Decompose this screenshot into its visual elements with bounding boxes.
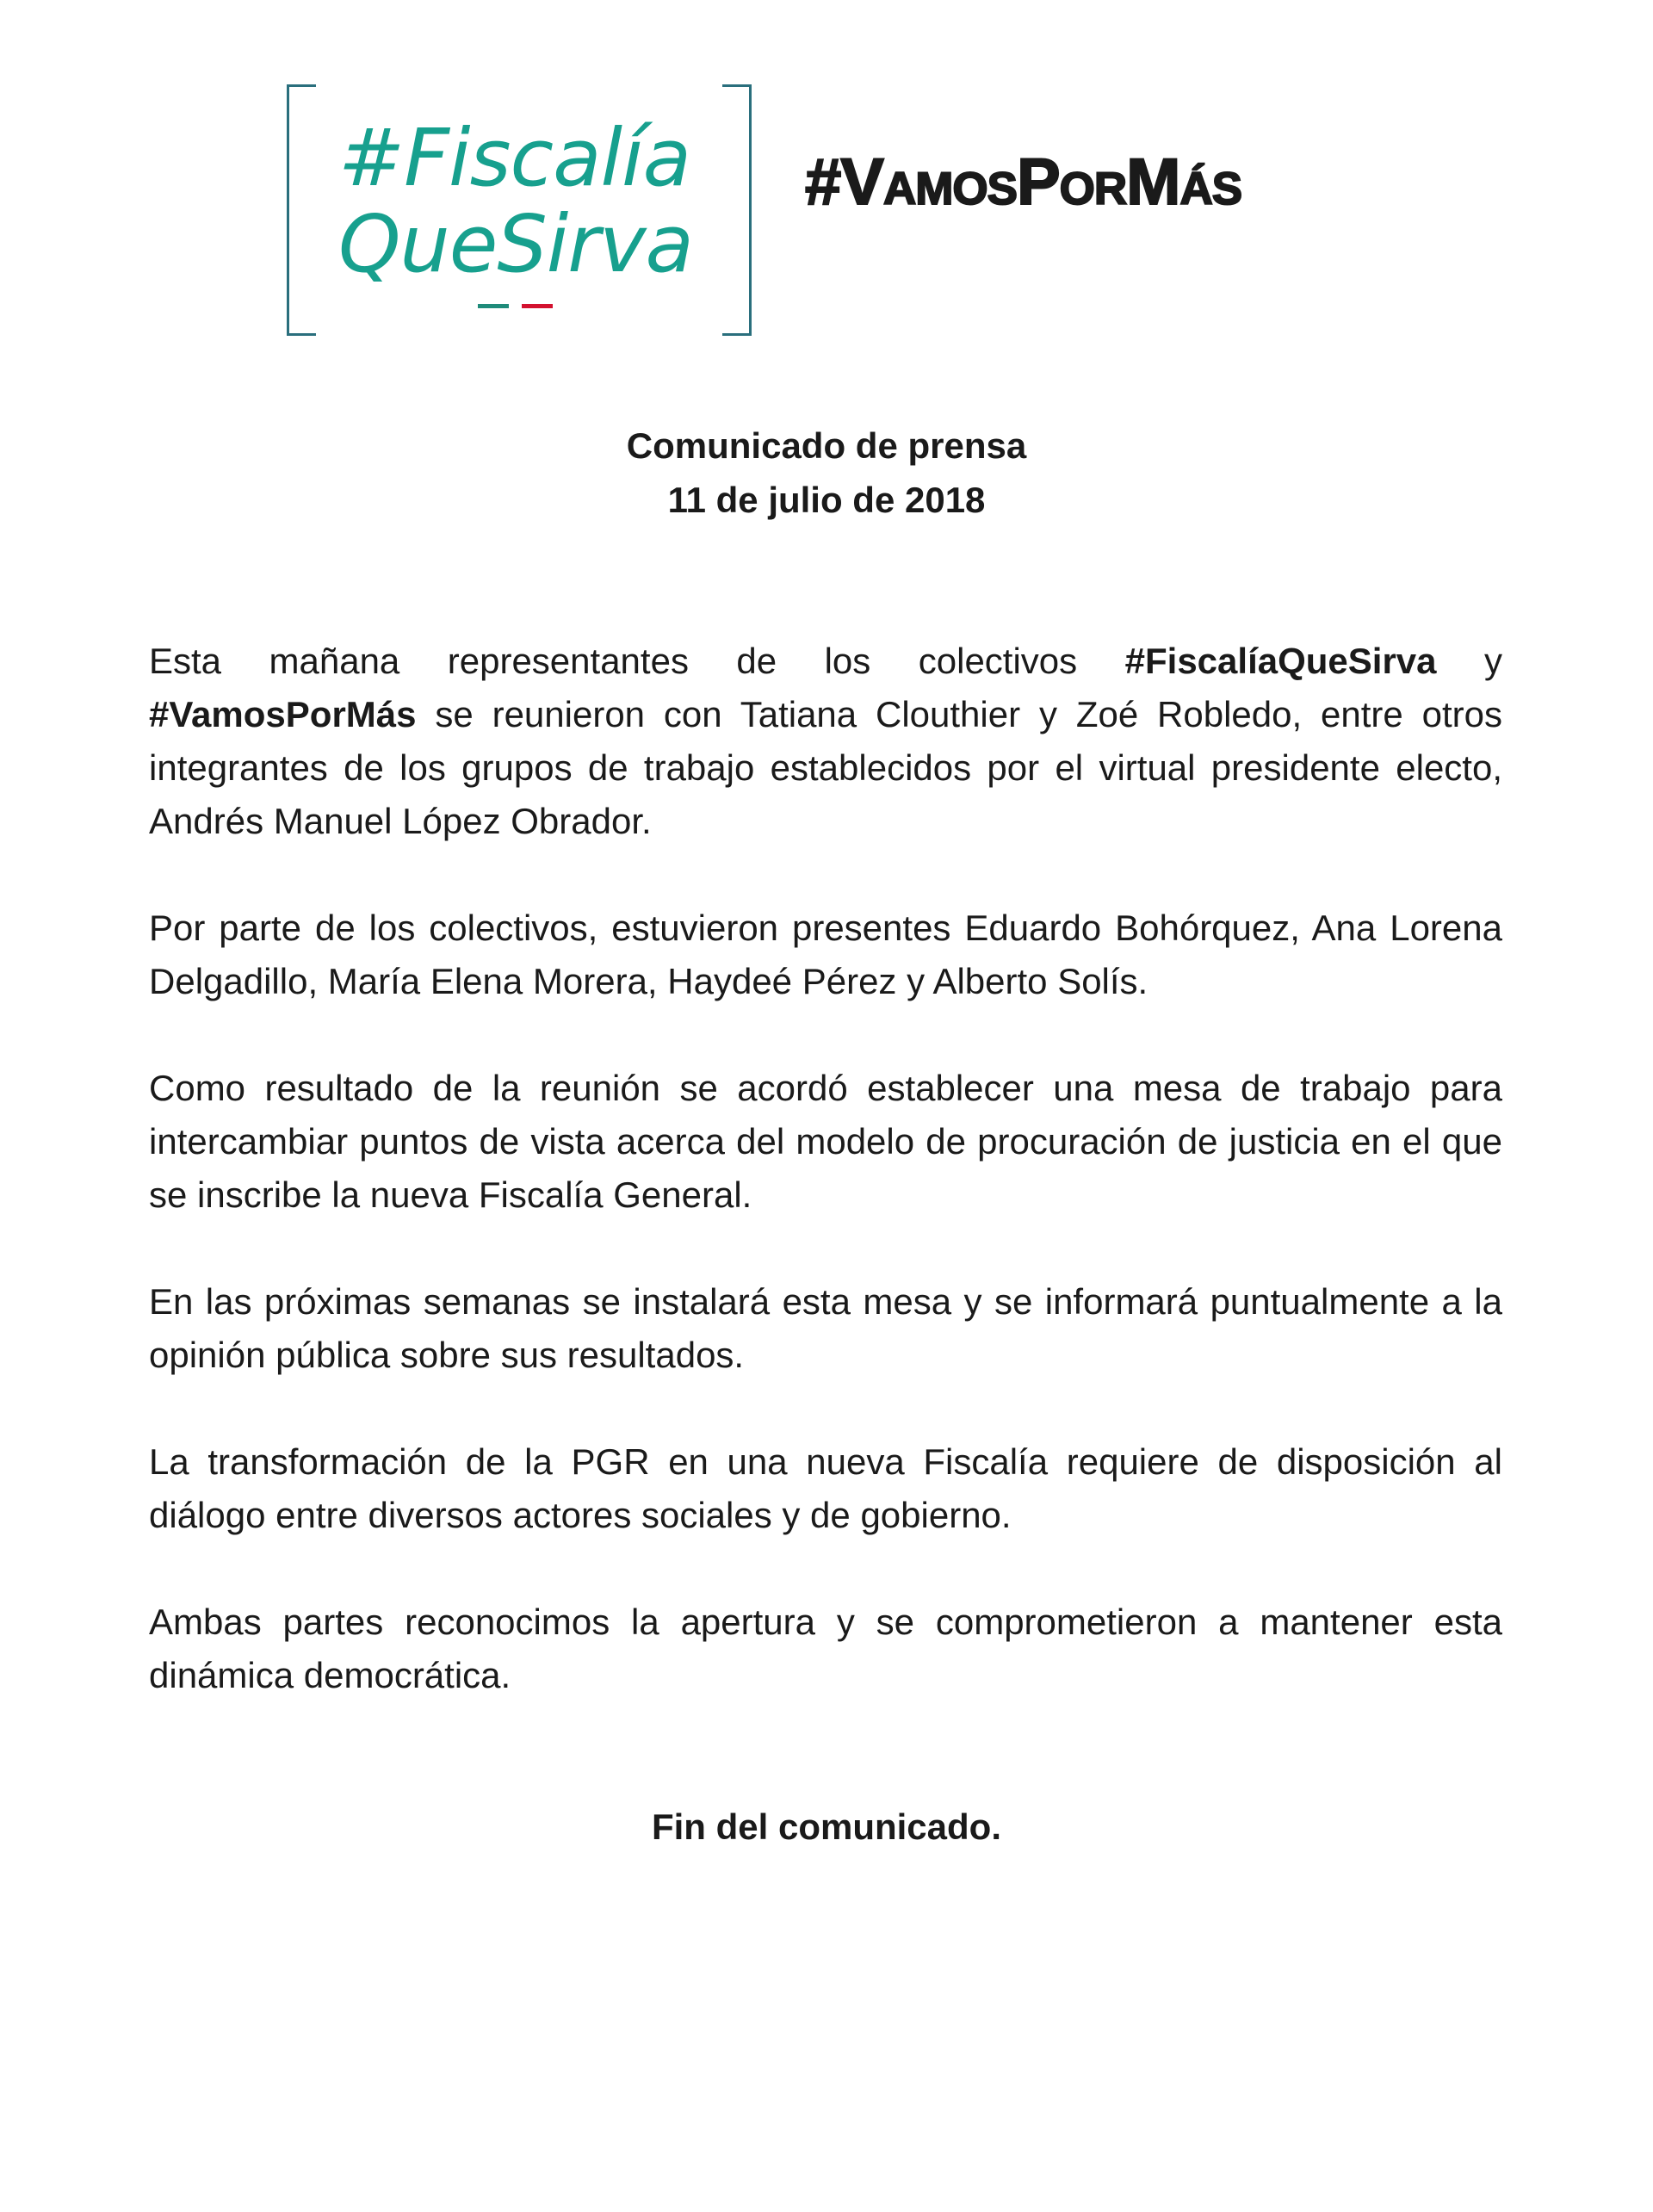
paragraph-2: Por parte de los colectivos, estuvieron presentes Eduardo Bohórquez, Ana Lorena Delgadillo, María Elena Morera, Haydeé Pérez y Alberto Solís.: [149, 908, 1502, 1001]
logo-text-line2: QueSirva: [338, 198, 693, 290]
logo-red-dash: [522, 304, 553, 308]
paragraph-6: Ambas partes reconocimos la apertura y se comprometieron a mantener esta dinámica democrática.: [149, 1602, 1502, 1695]
press-release-date: 11 de julio de 2018: [667, 480, 986, 520]
paragraph-1: [149, 635, 1502, 848]
paragraph-1-text-b: y: [1436, 641, 1503, 681]
logo-green-dash: [478, 304, 509, 308]
paragraph-1-text-c: se reunieron con Tatiana Clouthier y Zoé Robledo, entre otros integrantes de los grupos de trabajo establecidos por el virtual presidente electo, Andrés Manuel López Obrador.: [149, 694, 1502, 841]
paragraph-1-text-a: Esta mañana representantes de los colectivos: [149, 641, 1125, 681]
hashtag-fiscalia: #FiscalíaQueSirva: [1124, 641, 1437, 681]
press-release-body: [149, 635, 1502, 1756]
logo-left-bracket: [287, 84, 316, 336]
fiscalia-que-sirva-logo: [287, 84, 752, 336]
paragraph-3: Como resultado de la reunión se acordó establecer una mesa de trabajo para intercambiar puntos de vista acerca del modelo de procuración de justicia en el que se inscribe la nueva Fiscalía General.: [149, 1068, 1502, 1215]
hashtag-vamos: #VamosPorMás: [149, 694, 417, 734]
paragraph-5: La transformación de la PGR en una nueva Fiscalía requiere de disposición al diálogo entre diversos actores sociales y de gobierno.: [149, 1441, 1502, 1535]
logo-text-line1: #Fiscalía: [338, 112, 690, 204]
logo-right-bracket: [722, 84, 752, 336]
closing-line: Fin del comunicado.: [651, 1806, 1002, 1847]
press-release-title: Comunicado de prensa: [626, 425, 1027, 466]
vamos-por-mas-logo: #VamosPorMás: [805, 146, 1242, 219]
paragraph-4: En las próximas semanas se instalará esta mesa y se informará puntualmente a la opinión pública sobre sus resultados.: [149, 1281, 1502, 1375]
